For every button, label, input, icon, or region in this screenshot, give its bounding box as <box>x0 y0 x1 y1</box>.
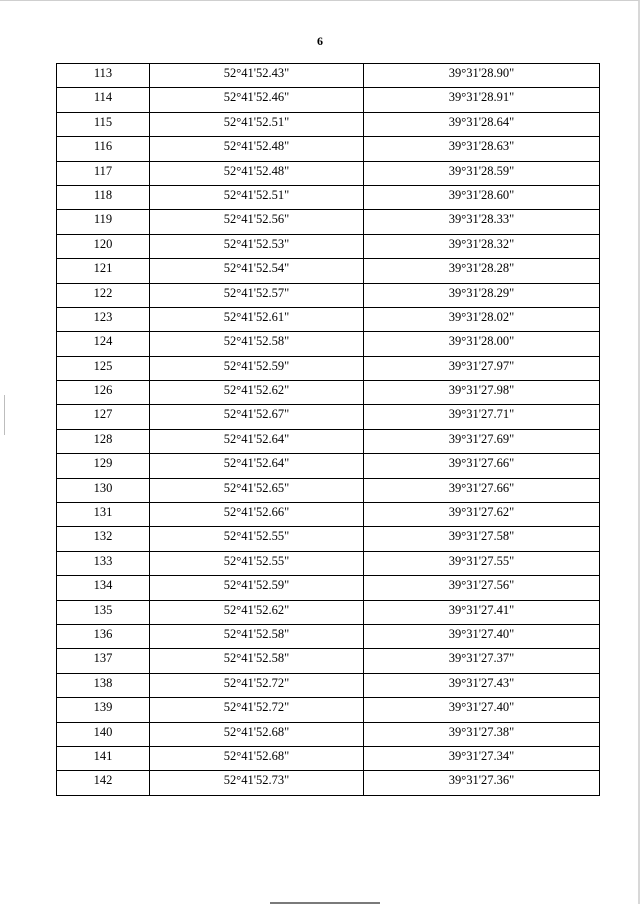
point-number-cell: 127 <box>57 405 150 429</box>
longitude-cell: 39°31'27.55" <box>364 551 600 575</box>
table-row <box>57 332 600 356</box>
longitude-cell: 39°31'28.28" <box>364 259 600 283</box>
coordinates-table <box>56 63 600 796</box>
table-row <box>57 624 600 648</box>
longitude-cell: 39°31'27.66" <box>364 454 600 478</box>
longitude-cell: 39°31'27.34" <box>364 746 600 770</box>
longitude-cell: 39°31'28.33" <box>364 210 600 234</box>
point-number-cell: 116 <box>57 137 150 161</box>
table-row <box>57 722 600 746</box>
longitude-cell: 39°31'28.32" <box>364 234 600 258</box>
latitude-cell: 52°41'52.73" <box>150 771 364 795</box>
point-number-cell: 128 <box>57 429 150 453</box>
latitude-cell: 52°41'52.55" <box>150 551 364 575</box>
table-row <box>57 600 600 624</box>
point-number-cell: 121 <box>57 259 150 283</box>
point-number-cell: 141 <box>57 746 150 770</box>
point-number-cell: 126 <box>57 381 150 405</box>
table-row <box>57 64 600 88</box>
table-row <box>57 576 600 600</box>
scan-artifact-bottom <box>270 902 380 904</box>
longitude-cell: 39°31'27.58" <box>364 527 600 551</box>
latitude-cell: 52°41'52.48" <box>150 137 364 161</box>
table-row <box>57 454 600 478</box>
point-number-cell: 135 <box>57 600 150 624</box>
table-row <box>57 112 600 136</box>
point-number-cell: 124 <box>57 332 150 356</box>
latitude-cell: 52°41'52.53" <box>150 234 364 258</box>
longitude-cell: 39°31'27.66" <box>364 478 600 502</box>
longitude-cell: 39°31'27.69" <box>364 429 600 453</box>
table-row <box>57 527 600 551</box>
table-row <box>57 307 600 331</box>
point-number-cell: 123 <box>57 307 150 331</box>
latitude-cell: 52°41'52.72" <box>150 673 364 697</box>
point-number-cell: 133 <box>57 551 150 575</box>
latitude-cell: 52°41'52.51" <box>150 112 364 136</box>
table-row <box>57 161 600 185</box>
latitude-cell: 52°41'52.56" <box>150 210 364 234</box>
page-number: 6 <box>317 34 323 48</box>
table-row <box>57 478 600 502</box>
point-number-cell: 115 <box>57 112 150 136</box>
point-number-cell: 129 <box>57 454 150 478</box>
table-row <box>57 771 600 795</box>
table-row <box>57 649 600 673</box>
latitude-cell: 52°41'52.62" <box>150 600 364 624</box>
latitude-cell: 52°41'52.66" <box>150 503 364 527</box>
table-row <box>57 259 600 283</box>
latitude-cell: 52°41'52.43" <box>150 64 364 88</box>
table-row <box>57 673 600 697</box>
table-row <box>57 381 600 405</box>
longitude-cell: 39°31'27.38" <box>364 722 600 746</box>
longitude-cell: 39°31'27.43" <box>364 673 600 697</box>
longitude-cell: 39°31'27.41" <box>364 600 600 624</box>
longitude-cell: 39°31'28.60" <box>364 185 600 209</box>
table-row <box>57 283 600 307</box>
point-number-cell: 139 <box>57 698 150 722</box>
scan-artifact-left <box>4 395 5 435</box>
latitude-cell: 52°41'52.72" <box>150 698 364 722</box>
latitude-cell: 52°41'52.58" <box>150 649 364 673</box>
point-number-cell: 134 <box>57 576 150 600</box>
latitude-cell: 52°41'52.64" <box>150 454 364 478</box>
table-row <box>57 429 600 453</box>
latitude-cell: 52°41'52.68" <box>150 746 364 770</box>
point-number-cell: 138 <box>57 673 150 697</box>
latitude-cell: 52°41'52.68" <box>150 722 364 746</box>
table-row <box>57 234 600 258</box>
point-number-cell: 120 <box>57 234 150 258</box>
point-number-cell: 118 <box>57 185 150 209</box>
longitude-cell: 39°31'27.62" <box>364 503 600 527</box>
longitude-cell: 39°31'27.98" <box>364 381 600 405</box>
latitude-cell: 52°41'52.57" <box>150 283 364 307</box>
longitude-cell: 39°31'28.29" <box>364 283 600 307</box>
point-number-cell: 130 <box>57 478 150 502</box>
latitude-cell: 52°41'52.62" <box>150 381 364 405</box>
table-row <box>57 356 600 380</box>
point-number-cell: 119 <box>57 210 150 234</box>
longitude-cell: 39°31'27.37" <box>364 649 600 673</box>
table-row <box>57 551 600 575</box>
longitude-cell: 39°31'27.40" <box>364 698 600 722</box>
latitude-cell: 52°41'52.55" <box>150 527 364 551</box>
table-row <box>57 746 600 770</box>
latitude-cell: 52°41'52.58" <box>150 624 364 648</box>
table-row <box>57 185 600 209</box>
point-number-cell: 113 <box>57 64 150 88</box>
longitude-cell: 39°31'28.64" <box>364 112 600 136</box>
longitude-cell: 39°31'28.59" <box>364 161 600 185</box>
latitude-cell: 52°41'52.61" <box>150 307 364 331</box>
point-number-cell: 117 <box>57 161 150 185</box>
point-number-cell: 114 <box>57 88 150 112</box>
point-number-cell: 122 <box>57 283 150 307</box>
table-row <box>57 210 600 234</box>
latitude-cell: 52°41'52.54" <box>150 259 364 283</box>
point-number-cell: 136 <box>57 624 150 648</box>
longitude-cell: 39°31'28.00" <box>364 332 600 356</box>
longitude-cell: 39°31'28.02" <box>364 307 600 331</box>
latitude-cell: 52°41'52.67" <box>150 405 364 429</box>
point-number-cell: 131 <box>57 503 150 527</box>
longitude-cell: 39°31'27.56" <box>364 576 600 600</box>
longitude-cell: 39°31'28.91" <box>364 88 600 112</box>
point-number-cell: 125 <box>57 356 150 380</box>
point-number-cell: 137 <box>57 649 150 673</box>
latitude-cell: 52°41'52.51" <box>150 185 364 209</box>
latitude-cell: 52°41'52.65" <box>150 478 364 502</box>
longitude-cell: 39°31'27.71" <box>364 405 600 429</box>
latitude-cell: 52°41'52.48" <box>150 161 364 185</box>
table-row <box>57 88 600 112</box>
coordinates-table-body <box>57 64 600 796</box>
latitude-cell: 52°41'52.59" <box>150 356 364 380</box>
point-number-cell: 140 <box>57 722 150 746</box>
table-row <box>57 405 600 429</box>
longitude-cell: 39°31'28.90" <box>364 64 600 88</box>
longitude-cell: 39°31'27.97" <box>364 356 600 380</box>
latitude-cell: 52°41'52.46" <box>150 88 364 112</box>
longitude-cell: 39°31'27.40" <box>364 624 600 648</box>
table-row <box>57 137 600 161</box>
table-row <box>57 698 600 722</box>
table-row <box>57 503 600 527</box>
longitude-cell: 39°31'27.36" <box>364 771 600 795</box>
point-number-cell: 132 <box>57 527 150 551</box>
latitude-cell: 52°41'52.59" <box>150 576 364 600</box>
latitude-cell: 52°41'52.64" <box>150 429 364 453</box>
longitude-cell: 39°31'28.63" <box>364 137 600 161</box>
point-number-cell: 142 <box>57 771 150 795</box>
latitude-cell: 52°41'52.58" <box>150 332 364 356</box>
